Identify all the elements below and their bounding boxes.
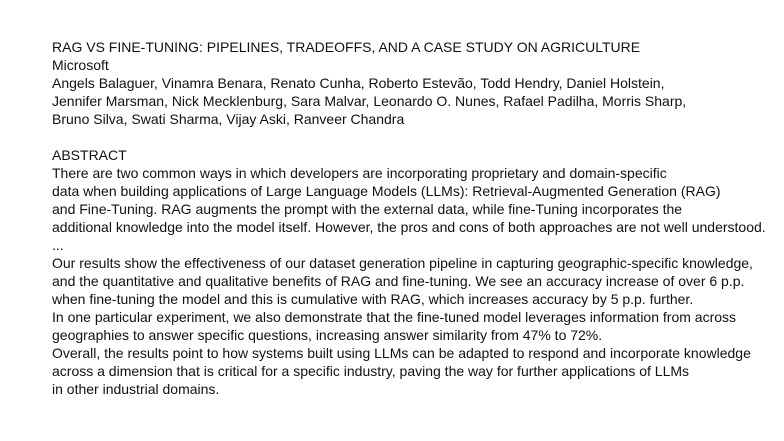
- abstract-line: geographies to answer specific questions, increasing answer similarity from 47% to 72%.: [52, 327, 603, 343]
- section-spacer: [52, 128, 784, 146]
- abstract-line: in other industrial domains.: [52, 381, 220, 397]
- abstract-line: when fine-tuning the model and this is cumulative with RAG, which increases accuracy by 5 p.p. further.: [52, 291, 694, 307]
- author-line: Jennifer Marsman, Nick Mecklenburg, Sara Malvar, Leonardo O. Nunes, Rafael Padilha, Morris Sharp,: [52, 93, 687, 109]
- abstract-line: across a dimension that is critical for a specific industry, paving the way for further applications of LLMs: [52, 363, 690, 379]
- abstract-line: In one particular experiment, we also demonstrate that the fine-tuned model leverages information from across: [52, 309, 737, 325]
- paper-title: RAG VS FINE-TUNING: PIPELINES, TRADEOFFS, AND A CASE STUDY ON AGRICULTURE: [52, 39, 641, 55]
- author-line: Bruno Silva, Swati Sharma, Vijay Aski, Ranveer Chandra: [52, 111, 405, 127]
- abstract-body: [52, 164, 784, 398]
- abstract-line: Overall, the results point to how systems built using LLMs can be adapted to respond and incorporate knowledge: [52, 345, 751, 361]
- abstract-line: There are two common ways in which developers are incorporating proprietary and domain-specific: [52, 165, 667, 181]
- abstract-ellipsis: ...: [52, 237, 64, 253]
- abstract-line: Our results show the effectiveness of our dataset generation pipeline in capturing geographic-specific knowledge,: [52, 255, 753, 271]
- author-line: Angels Balaguer, Vinamra Benara, Renato Cunha, Roberto Estevão, Todd Hendry, Daniel Holstein,: [52, 75, 665, 91]
- abstract-line: additional knowledge into the model itself. However, the pros and cons of both approaches are not well understood.: [52, 219, 766, 235]
- paper-affiliation: Microsoft: [52, 57, 109, 73]
- abstract-line: data when building applications of Large Language Models (LLMs): Retrieval-Augmented Generation (RAG): [52, 183, 721, 199]
- paper-page: [52, 38, 784, 398]
- abstract-heading: ABSTRACT: [52, 147, 127, 163]
- abstract-line: and Fine-Tuning. RAG augments the prompt with the external data, while fine-Tuning incorporates the: [52, 201, 683, 217]
- abstract-line: and the quantitative and qualitative benefits of RAG and fine-tuning. We see an accuracy increase of over 6 p.p.: [52, 273, 745, 289]
- author-list: [52, 74, 784, 128]
